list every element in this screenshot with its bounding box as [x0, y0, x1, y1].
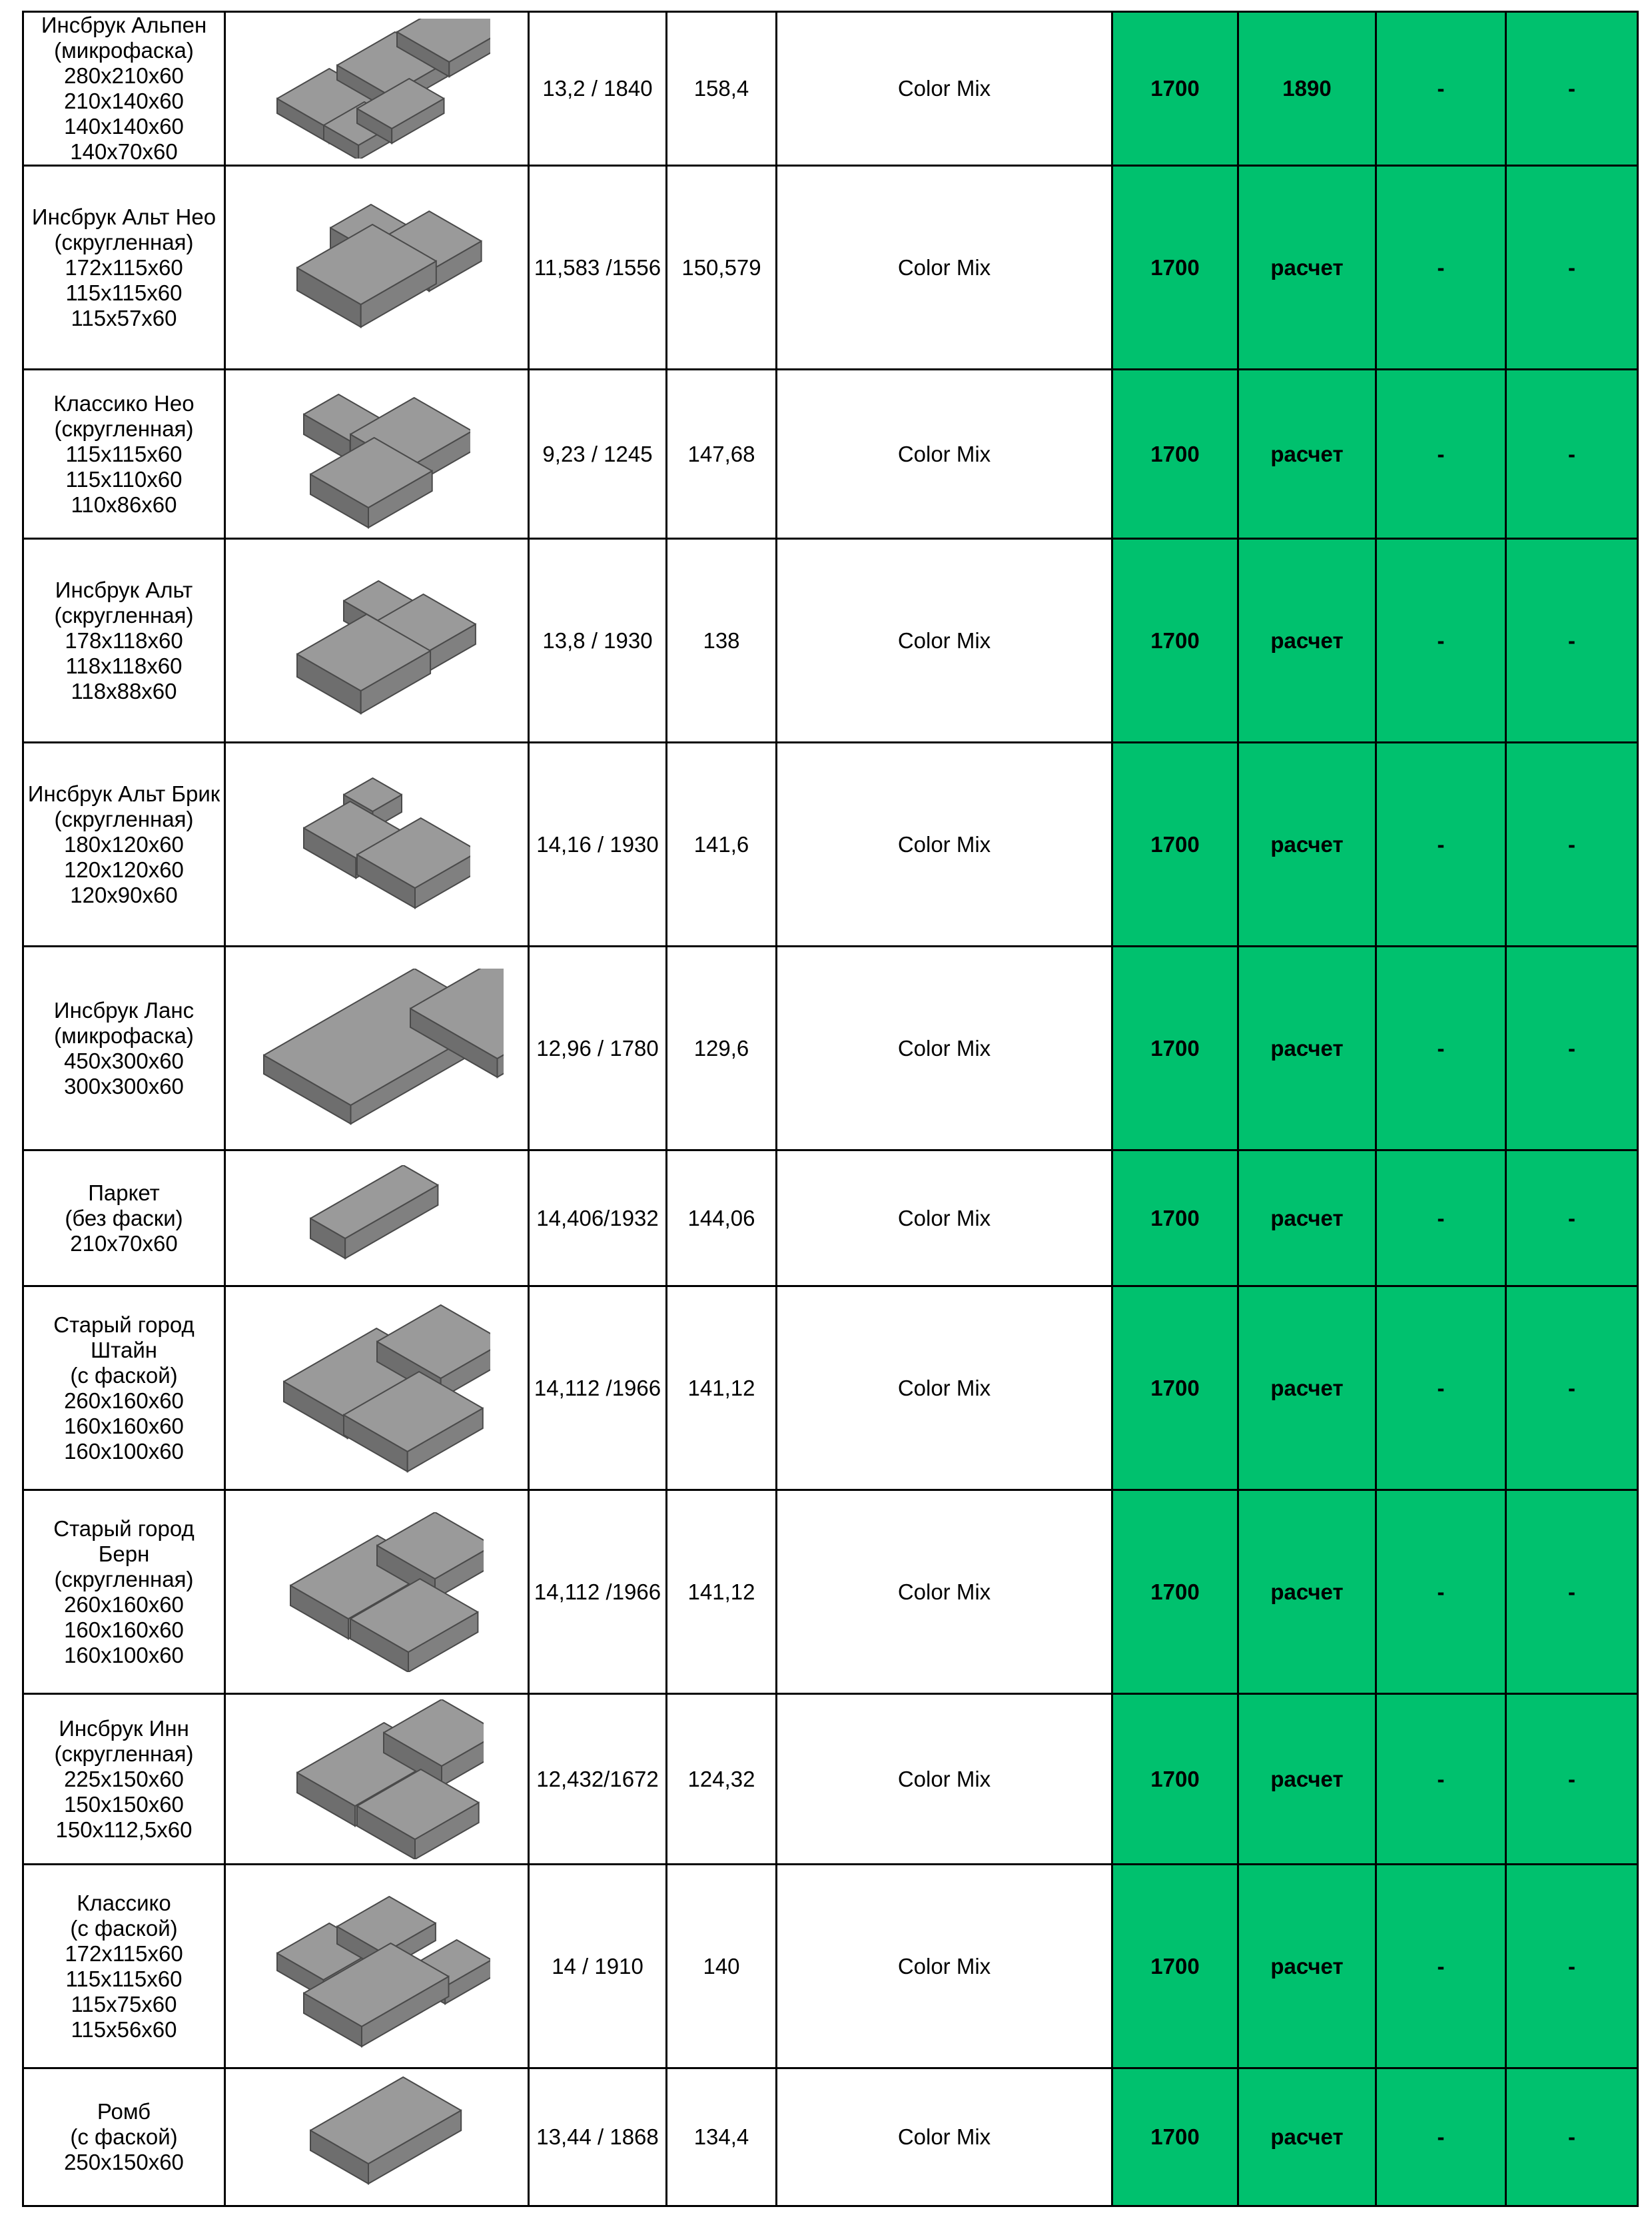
product-name-line: (микрофаска) — [54, 38, 194, 63]
product-name-line: 280x210x60 — [64, 63, 184, 88]
weight-cell: 11,583 /1556 — [529, 166, 667, 370]
product-name-line: (скругленная) — [54, 806, 194, 831]
product-name-line: 210x70x60 — [70, 1230, 178, 1256]
product-name-line: 110x86x60 — [71, 492, 177, 517]
price-2-cell: расчет — [1238, 1286, 1376, 1490]
product-name-line: Инсбрук Ланс — [53, 997, 195, 1023]
product-name-line: 172x115x60 — [65, 254, 183, 280]
product-name-line: 150x112,5x60 — [55, 1817, 193, 1842]
price-1-cell: 1700 — [1112, 370, 1238, 539]
product-name-line: (микрофаска) — [54, 1023, 194, 1048]
price-1-cell: 1700 — [1112, 12, 1238, 166]
product-name-line: (с фаской) — [70, 1915, 178, 1941]
product-name-line: Старый город — [53, 1516, 195, 1541]
price-1-cell: 1700 — [1112, 947, 1238, 1150]
product-image-cell — [225, 166, 529, 370]
product-name-line: 120x90x60 — [70, 882, 178, 907]
product-name-cell — [23, 1286, 225, 1490]
product-name-cell — [23, 947, 225, 1150]
table-row — [23, 1286, 1638, 1490]
insbruk-alpen-paver-icon — [264, 19, 490, 159]
price-3-cell: - — [1376, 2068, 1506, 2206]
weight-cell: 12,96 / 1780 — [529, 947, 667, 1150]
price-4-cell: - — [1506, 539, 1638, 743]
stary-gorod-shtain-paver-icon — [264, 1302, 490, 1475]
color-cell: Color Mix — [777, 370, 1112, 539]
product-image-cell — [225, 539, 529, 743]
product-name-line: Старый город — [53, 1312, 195, 1337]
product-name-line: 120x120x60 — [64, 857, 184, 882]
product-image-cell — [225, 1865, 529, 2068]
price-3-cell: - — [1376, 1865, 1506, 2068]
color-cell: Color Mix — [777, 743, 1112, 947]
price-3-cell: - — [1376, 12, 1506, 166]
table-row — [23, 2068, 1638, 2206]
product-name-line: 115x56x60 — [71, 2016, 177, 2042]
price-1-cell: 1700 — [1112, 1490, 1238, 1694]
product-name-line: 118x88x60 — [71, 678, 177, 703]
weight-cell: 9,23 / 1245 — [529, 370, 667, 539]
product-name-line: 250x150x60 — [64, 2150, 184, 2174]
area-cell: 138 — [667, 539, 777, 743]
area-cell: 158,4 — [667, 12, 777, 166]
product-name-line: Паркет — [88, 1180, 160, 1205]
insbruk-alt-neo-paver-icon — [270, 188, 484, 348]
table-row — [23, 1694, 1638, 1865]
product-image-cell — [225, 743, 529, 947]
price-2-cell: расчет — [1238, 1694, 1376, 1865]
price-2-cell: расчет — [1238, 743, 1376, 947]
product-name-line: Классико Нео — [53, 390, 195, 416]
product-name-cell — [23, 1490, 225, 1694]
parket-paver-icon — [290, 1165, 464, 1272]
weight-cell: 12,432/1672 — [529, 1694, 667, 1865]
price-4-cell: - — [1506, 1150, 1638, 1286]
product-name-line: (без фаски) — [65, 1205, 183, 1230]
product-image-cell — [225, 1490, 529, 1694]
product-name-line: 225x150x60 — [64, 1766, 184, 1791]
product-name-line: 160x160x60 — [64, 1617, 184, 1642]
insbruk-inn-paver-icon — [270, 1699, 484, 1859]
product-name-line: 160x160x60 — [64, 1413, 184, 1438]
color-cell: Color Mix — [777, 1150, 1112, 1286]
price-3-cell: - — [1376, 539, 1506, 743]
insbruk-alt-paver-icon — [270, 561, 484, 721]
product-name-line: Берн — [98, 1541, 150, 1566]
product-name-line: 260x160x60 — [64, 1388, 184, 1413]
insbruk-lans-paver-icon — [250, 969, 504, 1128]
product-image-cell — [225, 1286, 529, 1490]
area-cell: 129,6 — [667, 947, 777, 1150]
product-name-cell — [23, 743, 225, 947]
product-name-line: 180x120x60 — [64, 831, 184, 857]
price-table-sheet — [22, 11, 1638, 2204]
area-cell: 124,32 — [667, 1694, 777, 1865]
product-name-line: Инсбрук Альт Брик — [27, 781, 220, 806]
weight-cell: 14,16 / 1930 — [529, 743, 667, 947]
color-cell: Color Mix — [777, 1694, 1112, 1865]
product-name-line: 115x115x60 — [65, 280, 183, 305]
color-cell: Color Mix — [777, 12, 1112, 166]
product-image-cell — [225, 1150, 529, 1286]
product-name-line: Классико — [77, 1890, 171, 1915]
price-4-cell: - — [1506, 370, 1638, 539]
weight-cell: 13,2 / 1840 — [529, 12, 667, 166]
table-row — [23, 1150, 1638, 1286]
table-row — [23, 166, 1638, 370]
color-cell: Color Mix — [777, 1490, 1112, 1694]
price-2-cell: расчет — [1238, 1150, 1376, 1286]
table-row — [23, 12, 1638, 166]
price-1-cell: 1700 — [1112, 1150, 1238, 1286]
price-1-cell: 1700 — [1112, 166, 1238, 370]
product-name-line: 118x118x60 — [65, 653, 183, 678]
klassiko-paver-icon — [264, 1880, 490, 2053]
product-image-cell — [225, 2068, 529, 2206]
product-name-line: (с фаской) — [70, 2124, 178, 2149]
area-cell: 134,4 — [667, 2068, 777, 2206]
product-name-line: (скругленная) — [54, 602, 194, 628]
product-name-cell — [23, 2068, 225, 2206]
area-cell: 147,68 — [667, 370, 777, 539]
color-cell: Color Mix — [777, 1286, 1112, 1490]
product-image-cell — [225, 947, 529, 1150]
product-name-line: 210x140x60 — [64, 89, 184, 113]
price-4-cell: - — [1506, 947, 1638, 1150]
product-name-line: 140x70x60 — [70, 139, 178, 164]
price-4-cell: - — [1506, 166, 1638, 370]
price-2-cell: расчет — [1238, 166, 1376, 370]
area-cell: 141,12 — [667, 1286, 777, 1490]
color-cell: Color Mix — [777, 2068, 1112, 2206]
price-3-cell: - — [1376, 1286, 1506, 1490]
product-name-line: Штайн — [91, 1337, 157, 1362]
price-4-cell: - — [1506, 743, 1638, 947]
product-name-line: (скругленная) — [54, 416, 194, 441]
price-1-cell: 1700 — [1112, 1865, 1238, 2068]
product-name-cell — [23, 12, 225, 166]
price-3-cell: - — [1376, 743, 1506, 947]
product-name-line: Инсбрук Альт Нео — [31, 204, 216, 229]
price-3-cell: - — [1376, 1490, 1506, 1694]
color-cell: Color Mix — [777, 947, 1112, 1150]
weight-cell: 14,406/1932 — [529, 1150, 667, 1286]
product-name-line: 150x150x60 — [64, 1791, 184, 1817]
product-name-line: (скругленная) — [54, 1566, 194, 1591]
product-image-cell — [225, 12, 529, 166]
color-cell: Color Mix — [777, 1865, 1112, 2068]
product-name-line: 178x118x60 — [65, 628, 183, 653]
price-4-cell: - — [1506, 1286, 1638, 1490]
price-4-cell: - — [1506, 2068, 1638, 2206]
price-1-cell: 1700 — [1112, 2068, 1238, 2206]
table-row — [23, 1490, 1638, 1694]
product-name-line: Инсбрук Инн — [59, 1715, 189, 1741]
table-row — [23, 947, 1638, 1150]
table-body — [23, 12, 1638, 2206]
product-name-line: (скругленная) — [54, 1741, 194, 1766]
area-cell: 150,579 — [667, 166, 777, 370]
product-name-line: 115x110x60 — [65, 466, 183, 492]
product-name-line: (скругленная) — [54, 229, 194, 254]
price-4-cell: - — [1506, 1865, 1638, 2068]
product-name-line: Инсбрук Альпен — [41, 13, 207, 37]
product-name-line: 115x115x60 — [65, 1966, 183, 1991]
price-1-cell: 1700 — [1112, 743, 1238, 947]
product-name-line: 160x100x60 — [64, 1438, 184, 1464]
area-cell: 144,06 — [667, 1150, 777, 1286]
product-name-line: 260x160x60 — [64, 1591, 184, 1617]
color-cell: Color Mix — [777, 539, 1112, 743]
klassiko-neo-paver-icon — [284, 374, 470, 534]
price-4-cell: - — [1506, 12, 1638, 166]
price-2-cell: расчет — [1238, 1865, 1376, 2068]
product-name-line: 140x140x60 — [64, 114, 184, 139]
price-3-cell: - — [1376, 947, 1506, 1150]
product-name-line: 115x75x60 — [71, 1991, 177, 2016]
price-1-cell: 1700 — [1112, 539, 1238, 743]
price-4-cell: - — [1506, 1490, 1638, 1694]
product-name-cell — [23, 539, 225, 743]
area-cell: 141,6 — [667, 743, 777, 947]
romb-paver-icon — [284, 2070, 470, 2204]
product-name-cell — [23, 1150, 225, 1286]
price-3-cell: - — [1376, 166, 1506, 370]
weight-cell: 13,44 / 1868 — [529, 2068, 667, 2206]
product-name-cell — [23, 166, 225, 370]
weight-cell: 14 / 1910 — [529, 1865, 667, 2068]
table-row — [23, 743, 1638, 947]
price-1-cell: 1700 — [1112, 1286, 1238, 1490]
area-cell: 141,12 — [667, 1490, 777, 1694]
price-2-cell: расчет — [1238, 370, 1376, 539]
insbruk-alt-brik-paver-icon — [284, 768, 470, 921]
product-name-cell — [23, 370, 225, 539]
price-2-cell: расчет — [1238, 539, 1376, 743]
price-2-cell: расчет — [1238, 2068, 1376, 2206]
product-name-cell — [23, 1694, 225, 1865]
weight-cell: 13,8 / 1930 — [529, 539, 667, 743]
product-name-line: 115x57x60 — [71, 305, 177, 330]
table-row — [23, 370, 1638, 539]
product-name-line: (с фаской) — [70, 1362, 178, 1388]
product-image-cell — [225, 370, 529, 539]
price-2-cell: расчет — [1238, 947, 1376, 1150]
product-image-cell — [225, 1694, 529, 1865]
weight-cell: 14,112 /1966 — [529, 1286, 667, 1490]
product-name-line: 115x115x60 — [65, 441, 183, 466]
product-name-line: 300x300x60 — [64, 1073, 184, 1099]
price-4-cell: - — [1506, 1694, 1638, 1865]
price-2-cell: расчет — [1238, 1490, 1376, 1694]
price-2-cell: 1890 — [1238, 12, 1376, 166]
product-name-line: 172x115x60 — [65, 1941, 183, 1966]
area-cell: 140 — [667, 1865, 777, 2068]
price-3-cell: - — [1376, 1694, 1506, 1865]
table-row — [23, 539, 1638, 743]
product-name-line: Ромб — [97, 2099, 151, 2124]
product-name-line: 450x300x60 — [64, 1048, 184, 1073]
product-name-cell — [23, 1865, 225, 2068]
price-1-cell: 1700 — [1112, 1694, 1238, 1865]
table-row — [23, 1865, 1638, 2068]
product-name-line: 160x100x60 — [64, 1642, 184, 1667]
color-cell: Color Mix — [777, 166, 1112, 370]
product-name-line: Инсбрук Альт — [55, 577, 193, 602]
price-3-cell: - — [1376, 370, 1506, 539]
stary-gorod-bern-paver-icon — [270, 1512, 484, 1672]
price-3-cell: - — [1376, 1150, 1506, 1286]
weight-cell: 14,112 /1966 — [529, 1490, 667, 1694]
price-table — [22, 11, 1639, 2207]
